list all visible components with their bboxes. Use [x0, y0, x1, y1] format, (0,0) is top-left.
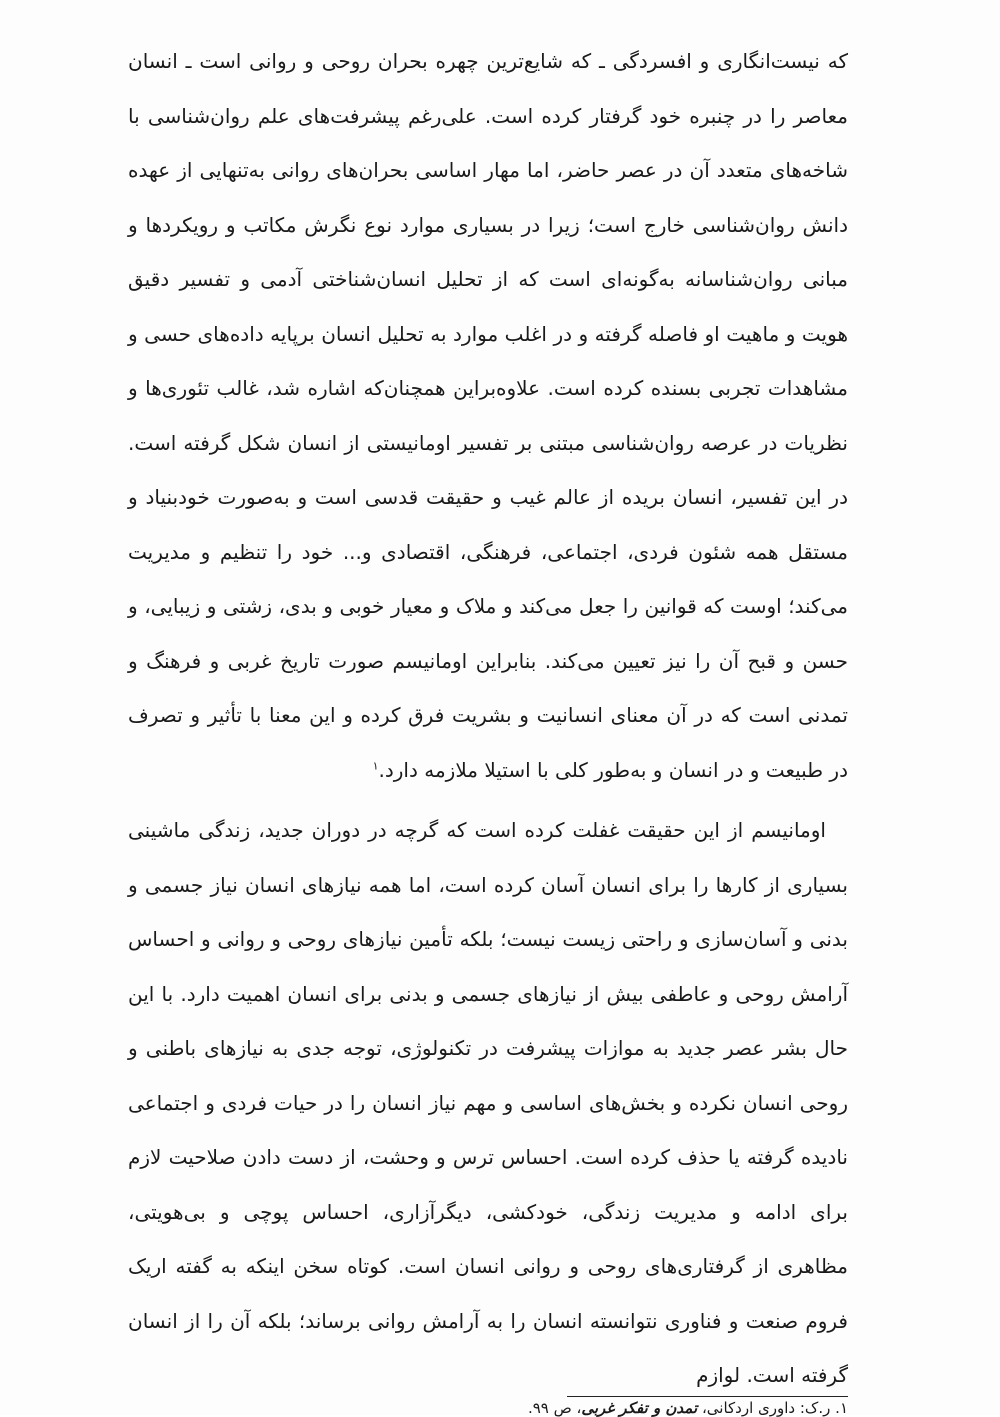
paragraph	[128, 803, 848, 1403]
paragraph-text: که نیست‌انگاری و افسردگی ـ که شایع‌ترین چهره بحران روحی و روانی است ـ انسان معاصر را در چنبره خود گرفتار کرده است. علی‌رغم پیشرفت‌های علم روان‌شناسی با شاخه‌های متعدد آن در عصر حاضر، اما مهار اساسی بحران‌های روانی به‌تنهایی از عهده دانش روان‌شناسی خارج است؛ زیرا در بسیاری موارد نوع نگرش مکاتب و رویکردها و مبانی روان‌شناسانه به‌گونه‌ای است که از تحلیل انسان‌شناختی آدمی و تفسیر دقیق هویت و ماهیت او فاصله گرفته و در اغلب موارد به تحلیل انسان برپایه داده‌های حسی و مشاهدات تجربی بسنده کرده است. علاوه‌براین همچنان‌که اشاره شد، غالب تئوری‌ها و نظریات در عرصه روان‌شناسی مبتنی بر تفسیر اومانیستی از انسان شکل گرفته است. در این تفسیر، انسان بریده از عالم غیب و حقیقت قدسی است و به‌صورت خودبنیاد و مستقل همه شئون فردی، اجتماعی، فرهنگی، اقتصادی و... خود را تنظیم و مدیریت می‌کند؛ اوست که قوانین را جعل می‌کند و ملاک و معیار خوبی و بدی، زشتی و زیبایی، و حسن و قبح آن را نیز تعیین می‌کند. بنابراین اومانیسم صورت تاریخ غربی و فرهنگ و تمدنی است که در آن معنای انسانیت و بشریت فرق کرده و این معنا با تأثیر و تصرف در طبیعت و در انسان و به‌طور کلی با استیلا ملازمه دارد.	[128, 49, 848, 782]
paragraph-text: اومانیسم از این حقیقت غفلت کرده است که گرچه در دوران جدید، زندگی ماشینی بسیاری از کارها را برای انسان آسان کرده است، اما همه نیازهای انسان نیاز جسمی و بدنی و آسان‌سازی و راحتی زیست نیست؛ بلکه تأمین نیازهای روحی و روانی و احساس آرامش روحی و عاطفی بیش از نیازهای جسمی و بدنی برای انسان اهمیت دارد. با این حال بشر عصر جدید به موازات پیشرفت در تکنولوژی، توجه جدی به نیازهای باطنی و روحی انسان نکرده و بخش‌های اساسی و مهم نیاز انسان را در حیات فردی و اجتماعی نادیده گرفته یا حذف کرده است. احساس ترس و وحشت، از دست دادن صلاحیت لازم برای ادامه و مدیریت زندگی، خودکشی، دیگرآزاری، احساس پوچی و بی‌هویتی، مظاهری از گرفتاری‌های روحی و روانی انسان است. کوتاه سخن اینکه به گفته اریک فروم صنعت و فناوری نتوانسته انسان را به آرامش روانی برساند؛ بلکه آن را از انسان گرفته است. لوازم	[128, 818, 848, 1387]
footnote-suffix: ، ص ۹۹.	[527, 1399, 582, 1417]
body-text	[128, 34, 848, 1403]
footnote-separator	[567, 1396, 848, 1397]
footnote-number: ۱.	[835, 1399, 848, 1417]
footnote-reference: ۱	[372, 758, 379, 772]
footnote-book-title: تمدن و تفکر غربی	[581, 1399, 698, 1417]
footnote-prefix: ر.ک: داوری اردکانی،	[701, 1399, 831, 1417]
paragraph	[128, 34, 848, 797]
footnote	[528, 1399, 848, 1417]
